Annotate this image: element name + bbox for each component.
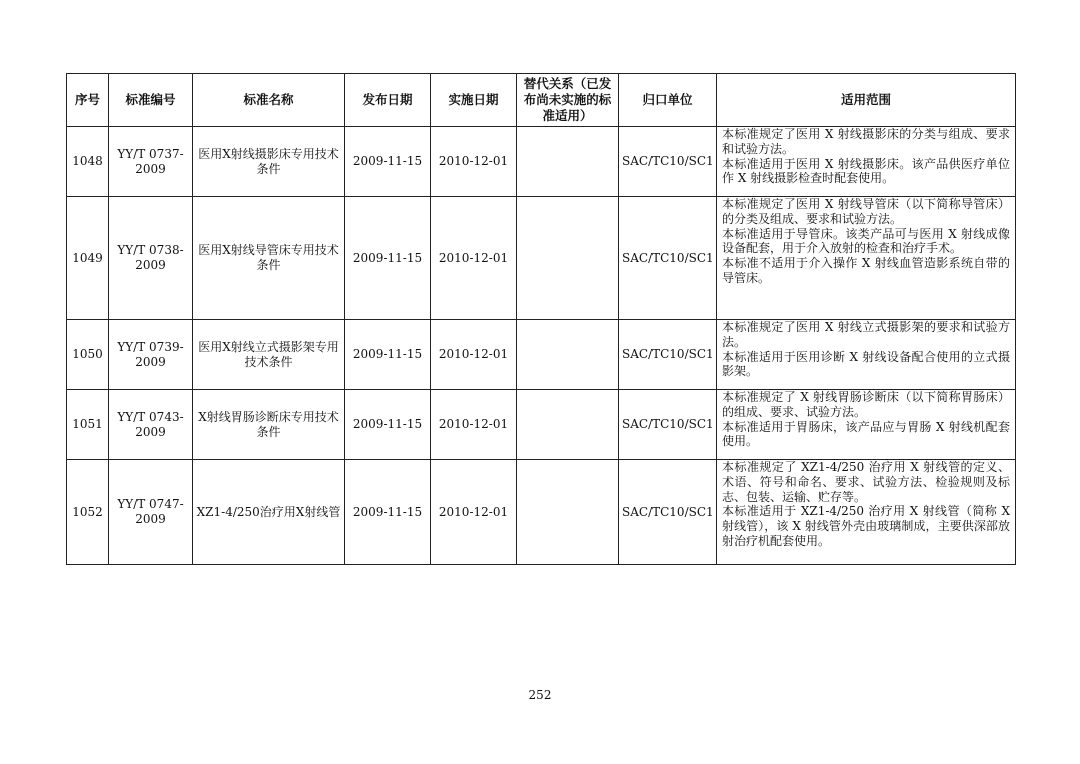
scope-paragraph: 本标准规定了医用 X 射线立式摄影架的要求和试验方法。: [722, 320, 1010, 349]
cell-scope: [717, 127, 1016, 197]
scope-paragraph: 本标准适用于 XZ1-4/250 治疗用 X 射线管（简称 X 射线管），该 X 射线管外壳由玻璃制成，主要供深部放射治疗机配套使用。: [722, 504, 1010, 548]
cell-unit: SAC/TC10/SC1: [619, 127, 717, 197]
cell-publish-date: 2009-11-15: [345, 197, 431, 320]
scope-paragraph: 本标准规定了 X 射线胃肠诊断床（以下简称胃肠床）的组成、要求、试验方法。: [722, 390, 1010, 419]
cell-code: YY/T 0743-2009: [109, 390, 193, 460]
cell-unit: SAC/TC10/SC1: [619, 320, 717, 390]
cell-name: XZ1-4/250治疗用X射线管: [193, 460, 345, 565]
cell-publish-date: 2009-11-15: [345, 127, 431, 197]
cell-scope: [717, 460, 1016, 565]
scope-paragraph: 本标准适用于医用诊断 X 射线设备配合使用的立式摄影架。: [722, 349, 1010, 379]
cell-code: YY/T 0738-2009: [109, 197, 193, 320]
cell-scope: [717, 390, 1016, 460]
cell-code: YY/T 0739-2009: [109, 320, 193, 390]
cell-implement-date: 2010-12-01: [431, 197, 517, 320]
cell-seq: 1049: [67, 197, 109, 320]
col-header-name: 标准名称: [193, 74, 345, 127]
cell-code: YY/T 0747-2009: [109, 460, 193, 565]
cell-seq: 1052: [67, 460, 109, 565]
cell-replacement: [517, 197, 619, 320]
cell-unit: SAC/TC10/SC1: [619, 390, 717, 460]
cell-implement-date: 2010-12-01: [431, 320, 517, 390]
table-row: [67, 460, 1016, 565]
scope-paragraph: 本标准适用于胃肠床，该产品应与胃肠 X 射线机配套使用。: [722, 419, 1010, 449]
cell-scope: [717, 320, 1016, 390]
cell-name: 医用X射线摄影床专用技术条件: [193, 127, 345, 197]
cell-name: 医用X射线立式摄影架专用技术条件: [193, 320, 345, 390]
cell-replacement: [517, 460, 619, 565]
cell-name: 医用X射线导管床专用技术条件: [193, 197, 345, 320]
header-row: [67, 74, 1016, 127]
cell-seq: 1048: [67, 127, 109, 197]
cell-implement-date: 2010-12-01: [431, 127, 517, 197]
table-row: [67, 127, 1016, 197]
cell-publish-date: 2009-11-15: [345, 390, 431, 460]
col-header-code: 标准编号: [109, 74, 193, 127]
scope-paragraph: 本标准不适用于介入操作 X 射线血管造影系统自带的导管床。: [722, 256, 1010, 285]
cell-seq: 1051: [67, 390, 109, 460]
scope-paragraph: 本标准规定了 XZ1-4/250 治疗用 X 射线管的定义、术语、符号和命名、要求、试验方法、检验规则及标志、包装、运输、贮存等。: [722, 460, 1010, 504]
col-header-scope: 适用范围: [717, 74, 1016, 127]
col-header-replacement: 替代关系（已发布尚未实施的标准适用）: [517, 74, 619, 127]
cell-unit: SAC/TC10/SC1: [619, 197, 717, 320]
cell-seq: 1050: [67, 320, 109, 390]
col-header-implement-date: 实施日期: [431, 74, 517, 127]
table-row: [67, 390, 1016, 460]
cell-publish-date: 2009-11-15: [345, 460, 431, 565]
scope-paragraph: 本标准适用于医用 X 射线摄影床。该产品供医疗单位作 X 射线摄影检查时配套使用。: [722, 156, 1010, 186]
table-row: [67, 197, 1016, 320]
scope-paragraph: 本标准适用于导管床。该类产品可与医用 X 射线成像设备配套，用于介入放射的检查和治疗手术。: [722, 226, 1010, 256]
page-number: 252: [528, 688, 552, 702]
cell-code: YY/T 0737-2009: [109, 127, 193, 197]
col-header-unit: 归口单位: [619, 74, 717, 127]
cell-replacement: [517, 390, 619, 460]
scope-paragraph: 本标准规定了医用 X 射线导管床（以下简称导管床）的分类及组成、要求和试验方法。: [722, 197, 1010, 226]
cell-scope: [717, 197, 1016, 320]
cell-replacement: [517, 127, 619, 197]
table-row: [67, 320, 1016, 390]
standards-table: [66, 73, 1016, 565]
cell-name: X射线胃肠诊断床专用技术条件: [193, 390, 345, 460]
cell-replacement: [517, 320, 619, 390]
cell-implement-date: 2010-12-01: [431, 390, 517, 460]
cell-publish-date: 2009-11-15: [345, 320, 431, 390]
col-header-seq: 序号: [67, 74, 109, 127]
scope-paragraph: 本标准规定了医用 X 射线摄影床的分类与组成、要求和试验方法。: [722, 127, 1010, 156]
col-header-publish-date: 发布日期: [345, 74, 431, 127]
cell-implement-date: 2010-12-01: [431, 460, 517, 565]
cell-unit: SAC/TC10/SC1: [619, 460, 717, 565]
